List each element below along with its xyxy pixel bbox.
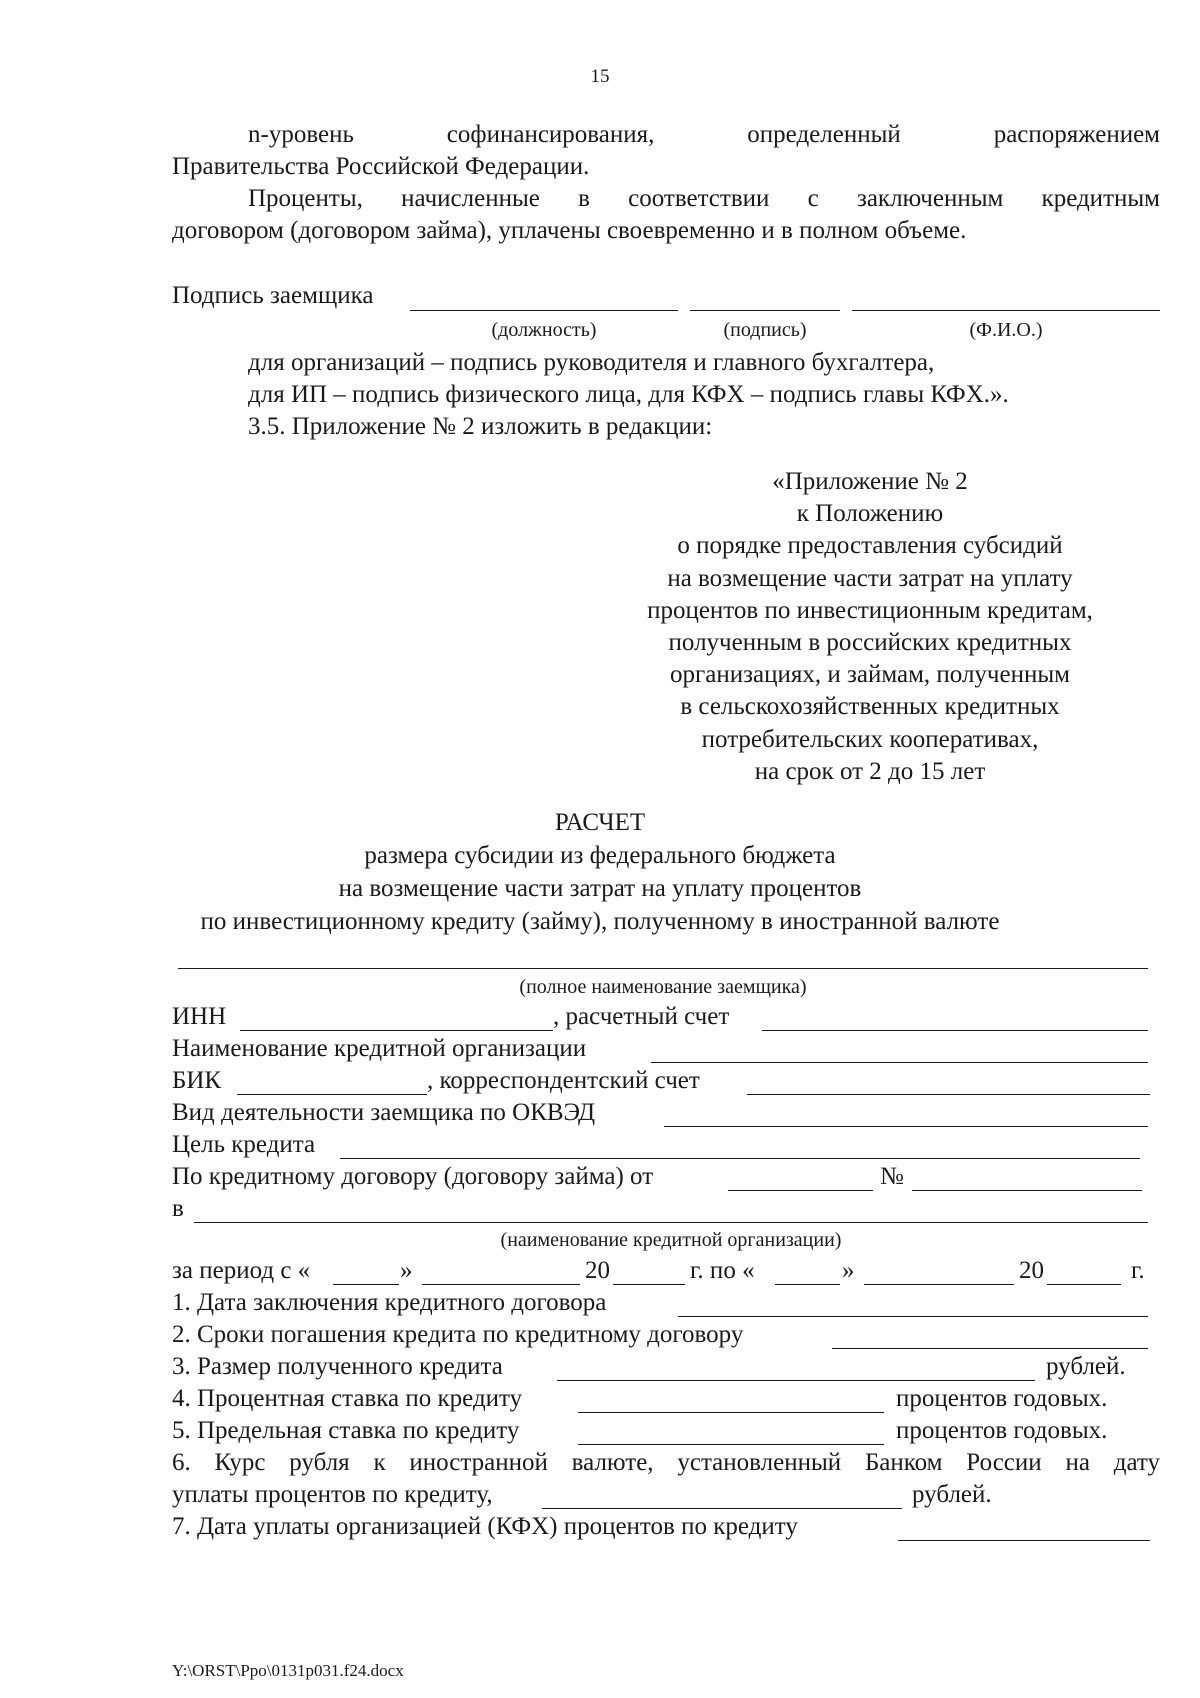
okved-field[interactable] bbox=[664, 1126, 1148, 1127]
corr-account-label: , корреспондентский счет bbox=[427, 1067, 700, 1094]
item-1-label: 1. Дата заключения кредитного договора bbox=[172, 1289, 607, 1316]
org-signature-note: для организаций – подпись руководителя и главного бухгалтера, bbox=[248, 349, 935, 376]
n-definition-line-2: Правительства Российской Федерации. bbox=[172, 153, 590, 180]
item-3-field[interactable] bbox=[557, 1380, 1035, 1381]
calc-subtitle-1: размера субсидии из федерального бюджета bbox=[364, 842, 836, 869]
item-7-field[interactable] bbox=[898, 1540, 1150, 1541]
contract-date-field[interactable] bbox=[728, 1190, 873, 1191]
item-2-field[interactable] bbox=[832, 1348, 1148, 1349]
appendix-line: процентов по инвестиционным кредитам, bbox=[647, 596, 1093, 624]
bik-field[interactable] bbox=[237, 1094, 427, 1095]
bank-name-field[interactable] bbox=[651, 1062, 1148, 1063]
appendix-line: к Положению bbox=[796, 500, 944, 528]
bik-label: БИК bbox=[172, 1067, 222, 1094]
calc-subtitle-2: на возмещение части затрат на уплату процентов bbox=[338, 875, 862, 902]
item-3-label: 3. Размер полученного кредита bbox=[172, 1353, 503, 1380]
quote-close: » bbox=[842, 1257, 855, 1284]
period-from-day-field[interactable] bbox=[333, 1284, 399, 1285]
purpose-label: Цель кредита bbox=[172, 1131, 316, 1158]
year-suffix: г. bbox=[1131, 1257, 1145, 1284]
contract-number-label: № bbox=[880, 1163, 904, 1190]
item-4-field[interactable] bbox=[578, 1412, 884, 1413]
period-to-day-field[interactable] bbox=[775, 1284, 840, 1285]
period-to-label: г. по « bbox=[690, 1257, 755, 1284]
appendix-line: на возмещение части затрат на уплату bbox=[667, 564, 1073, 592]
appendix-line: организациях, и займам, полученным bbox=[670, 661, 1070, 689]
borrower-signature-label: Подпись заемщика bbox=[172, 282, 374, 309]
contract-label: По кредитному договору (договору займа) от bbox=[172, 1163, 654, 1190]
fio-field-line[interactable] bbox=[852, 310, 1160, 311]
position-caption: (должность) bbox=[491, 319, 597, 341]
borrower-name-field[interactable] bbox=[178, 968, 1148, 969]
bank-caption: (наименование кредитной организации) bbox=[500, 1229, 842, 1251]
item-7-label: 7. Дата уплаты организацией (КФХ) процентов по кредиту bbox=[172, 1513, 798, 1540]
signature-caption: (подпись) bbox=[723, 319, 807, 341]
item-2-label: 2. Сроки погашения кредита по кредитному договору bbox=[172, 1321, 744, 1348]
item-5-field[interactable] bbox=[578, 1444, 884, 1445]
appendix-line: «Приложение № 2 bbox=[772, 468, 968, 495]
period-to-month-field[interactable] bbox=[864, 1284, 1014, 1285]
appendix-line: на срок от 2 до 15 лет bbox=[754, 757, 986, 785]
calc-title: РАСЧЕТ bbox=[554, 809, 646, 836]
contract-number-field[interactable] bbox=[912, 1190, 1142, 1191]
item-4-unit: процентов годовых. bbox=[896, 1385, 1108, 1412]
in-bank-label: в bbox=[172, 1195, 184, 1222]
item-1-field[interactable] bbox=[678, 1316, 1148, 1317]
appendix-line: полученным в российских кредитных bbox=[668, 629, 1072, 657]
period-from-label: за период с « bbox=[172, 1257, 311, 1284]
n-definition-line-1: n-уровень софинансирования, определенный распоряжением bbox=[248, 121, 1160, 148]
appendix-line: в сельскохозяйственных кредитных bbox=[680, 693, 1060, 721]
quote-close: » bbox=[400, 1257, 413, 1284]
signature-field-line[interactable] bbox=[690, 310, 840, 311]
corr-account-field[interactable] bbox=[747, 1094, 1150, 1095]
item-6-line-2: уплаты процентов по кредиту, bbox=[172, 1481, 493, 1508]
item-4-label: 4. Процентная ставка по кредиту bbox=[172, 1385, 523, 1412]
page-number: 15 bbox=[590, 66, 610, 87]
position-field-line[interactable] bbox=[410, 310, 678, 311]
period-to-year-field[interactable] bbox=[1047, 1284, 1121, 1285]
period-from-year-field[interactable] bbox=[613, 1284, 685, 1285]
inn-field[interactable] bbox=[240, 1030, 553, 1031]
item-5-unit: процентов годовых. bbox=[896, 1417, 1108, 1444]
item-6-field[interactable] bbox=[542, 1508, 902, 1509]
bank-field[interactable] bbox=[194, 1222, 1148, 1223]
year-prefix: 20 bbox=[1019, 1257, 1044, 1284]
account-field[interactable] bbox=[762, 1030, 1148, 1031]
account-label: , расчетный счет bbox=[553, 1003, 730, 1030]
item-6-unit: рублей. bbox=[912, 1481, 992, 1508]
inn-label: ИНН bbox=[172, 1003, 227, 1030]
item-6-line-1: 6. Курс рубля к иностранной валюте, установленный Банком России на дату bbox=[172, 1449, 1160, 1476]
ip-signature-note: для ИП – подпись физического лица, для КФХ – подпись главы КФХ.». bbox=[248, 381, 1009, 408]
appendix-header bbox=[600, 466, 1140, 788]
purpose-field[interactable] bbox=[340, 1158, 1140, 1159]
appendix-line: потребительских кооперативах, bbox=[701, 725, 1039, 753]
okved-label: Вид деятельности заемщика по ОКВЭД bbox=[172, 1099, 596, 1126]
interest-paid-line-2: договором (договором займа), уплачены своевременно и в полном объеме. bbox=[172, 217, 967, 244]
bank-name-label: Наименование кредитной организации bbox=[172, 1035, 587, 1062]
interest-paid-line-1: Проценты, начисленные в соответствии с заключенным кредитным bbox=[248, 185, 1160, 212]
item-3-5: 3.5. Приложение № 2 изложить в редакции: bbox=[248, 413, 713, 440]
calc-subtitle-3: по инвестиционному кредиту (займу), полученному в иностранной валюте bbox=[200, 908, 1000, 935]
file-path-footer: Y:\ORST\Ppo\0131p031.f24.docx bbox=[172, 1661, 404, 1680]
appendix-line: о порядке предоставления субсидий bbox=[677, 532, 1063, 560]
item-5-label: 5. Предельная ставка по кредиту bbox=[172, 1417, 520, 1444]
item-3-unit: рублей. bbox=[1046, 1353, 1126, 1380]
year-prefix: 20 bbox=[585, 1257, 610, 1284]
fio-caption: (Ф.И.О.) bbox=[969, 319, 1043, 341]
borrower-name-caption: (полное наименование заемщика) bbox=[519, 976, 807, 998]
period-from-month-field[interactable] bbox=[422, 1284, 580, 1285]
